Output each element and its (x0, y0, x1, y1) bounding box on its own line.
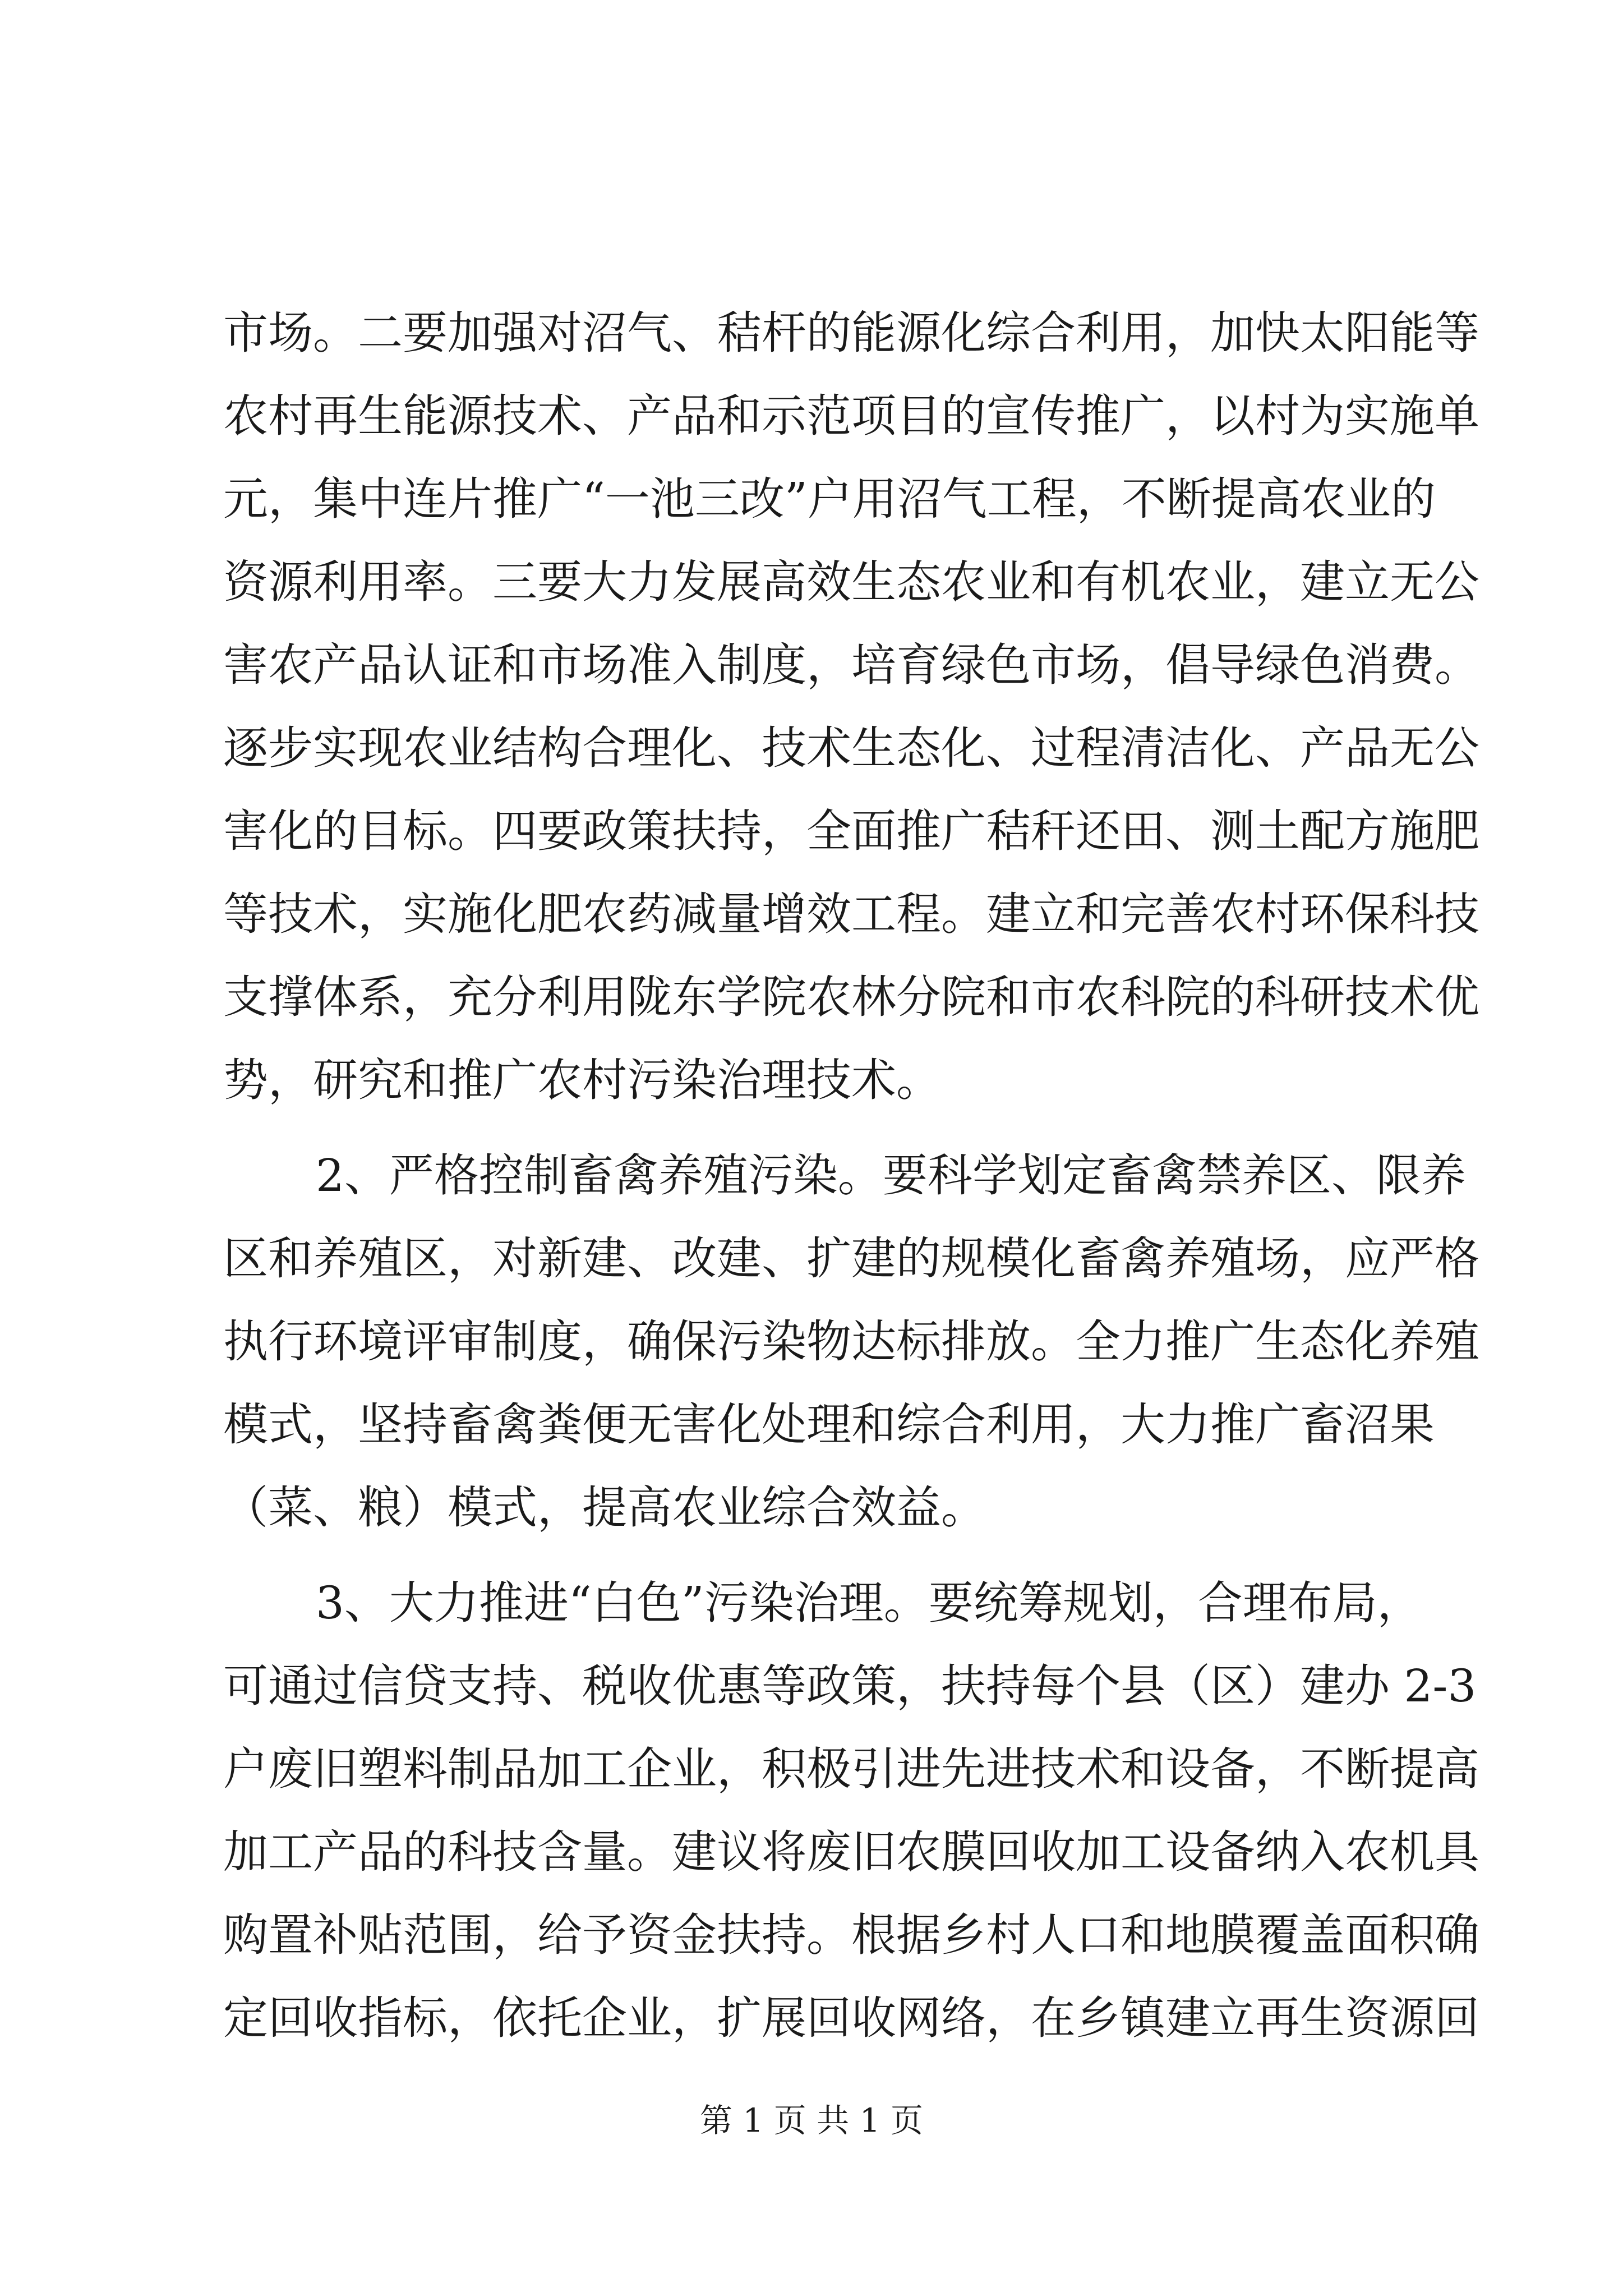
paragraph-3 (223, 1562, 1479, 2060)
text-line: 支撑体系，充分利用陇东学院农林分院和市农科院的科研技术优 (223, 971, 1479, 1023)
text-line: 逐步实现农业结构合理化、技术生态化、过程清洁化、产品无公 (223, 722, 1479, 774)
text-line: 元，集中连片推广“一池三改”户用沼气工程，不断提高农业的 (223, 473, 1436, 525)
paragraph-2 (223, 1134, 1479, 1549)
text-line: 资源利用率。三要大力发展高效生态农业和有机农业，建立无公 (223, 556, 1479, 608)
text-line: 3、大力推进“白色”污染治理。要统筹规划，合理布局， (316, 1577, 1422, 1629)
text-line: 购置补贴范围，给予资金扶持。根据乡村人口和地膜覆盖面积确 (223, 1909, 1479, 1961)
paragraph-1 (223, 292, 1479, 1122)
text-line: 2、严格控制畜禽养殖污染。要科学划定畜禽禁养区、限养 (316, 1149, 1466, 1202)
text-line: （菜、粮）模式，提高农业综合效益。 (223, 1481, 986, 1534)
text-line: 定回收指标，依托企业，扩展回收网络，在乡镇建立再生资源回 (223, 1992, 1479, 2044)
text-line: 加工产品的科技含量。建议将废旧农膜回收加工设备纳入农机具 (223, 1826, 1479, 1878)
text-line: 可通过信贷支持、税收优惠等政策，扶持每个县（区）建办 2-3 (223, 1660, 1477, 1712)
text-line: 模式，坚持畜禽粪便无害化处理和综合利用，大力推广畜沼果 (223, 1398, 1435, 1451)
document-body (223, 292, 1479, 2060)
page-footer (0, 2101, 1623, 2140)
page-number-label: 第 1 页 共 1 页 (700, 2101, 923, 2139)
text-line: 执行环境评审制度，确保污染物达标排放。全力推广生态化养殖 (223, 1315, 1479, 1368)
text-line: 农村再生能源技术、产品和示范项目的宣传推广，以村为实施单 (223, 390, 1479, 442)
text-line: 势，研究和推广农村污染治理技术。 (223, 1054, 941, 1106)
text-line: 区和养殖区，对新建、改建、扩建的规模化畜禽养殖场，应严格 (223, 1232, 1479, 1285)
text-line: 等技术，实施化肥农药减量增效工程。建立和完善农村环保科技 (223, 888, 1479, 940)
text-line: 市场。二要加强对沼气、秸杆的能源化综合利用，加快太阳能等 (223, 307, 1479, 359)
text-line: 害化的目标。四要政策扶持，全面推广秸秆还田、测土配方施肥 (223, 805, 1479, 857)
text-line: 害农产品认证和市场准入制度，培育绿色市场，倡导绿色消费。 (223, 639, 1479, 691)
text-line: 户废旧塑料制品加工企业，积极引进先进技术和设备，不断提高 (223, 1743, 1479, 1795)
